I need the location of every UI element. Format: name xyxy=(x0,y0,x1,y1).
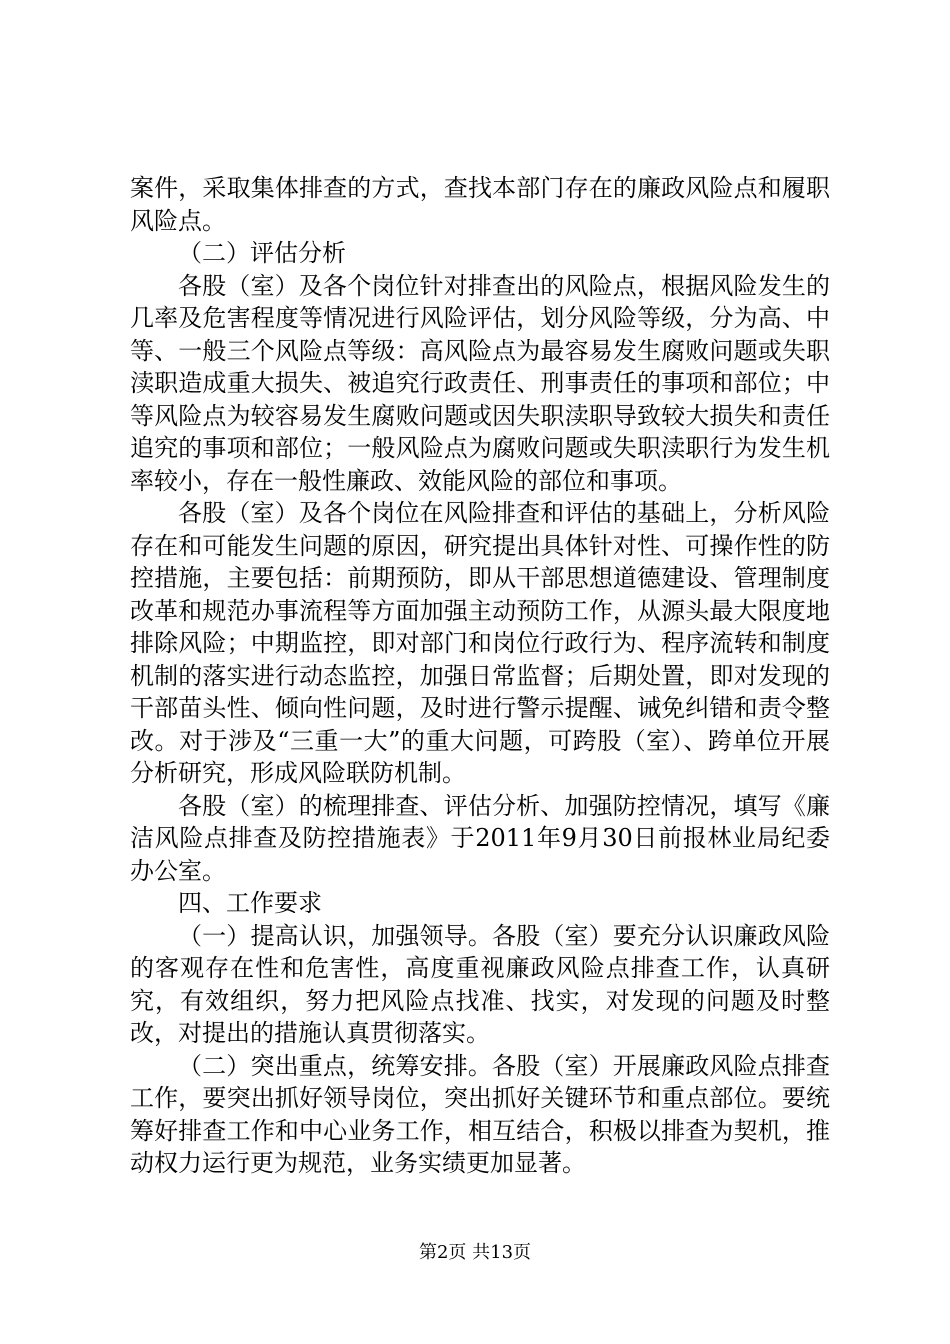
paragraph-requirement-1: （一）提高认识，加强领导。各股（室）要充分认识廉政风险的客观存在性和危害性，高度重视廉政风险点排查工作，认真研究，有效组织，努力把风险点找准、找实，对发现的问题及时整改，对提出的措施认真贯彻落实。 xyxy=(130,921,830,1047)
paragraph-reporting: 各股（室）的梳理排查、评估分析、加强防控情况，填写《廉洁风险点排查及防控措施表》于2011年9月30日前报林业局纪委办公室。 xyxy=(130,791,830,885)
paragraph-risk-control: 各股（室）及各个岗位在风险排查和评估的基础上，分析风险存在和可能发生问题的原因，研究提出具体针对性、可操作性的防控措施，主要包括：前期预防，即从干部思想道德建设、管理制度改革和规范办事流程等方面加强主动预防工作，从源头最大限度地排除风险；中期监控，即对部门和岗位行政行为、程序流转和制度机制的落实进行动态监控，加强日常监督；后期处置，即对发现的干部苗头性、倾向性问题，及时进行警示提醒、诫免纠错和责令整改。对于涉及“三重一大”的重大问题，可跨股（室）、跨单位开展分析研究，形成风险联防机制。 xyxy=(130,499,830,787)
page-number: 第2页 共13页 xyxy=(418,1242,532,1263)
paragraph-requirement-2: （二）突出重点，统筹安排。各股（室）开展廉政风险点排查工作，要突出抓好领导岗位，突出抓好关键环节和重点部位。要统筹好排查工作和中心业务工作，相互结合，积极以排查为契机，推动权力运行更为规范，业务实绩更加显著。 xyxy=(130,1051,830,1177)
section-heading-assessment: （二）评估分析 xyxy=(178,239,346,267)
page-footer xyxy=(0,1241,950,1265)
document-body xyxy=(130,172,830,1180)
paragraph-risk-assessment: 各股（室）及各个岗位针对排查出的风险点，根据风险发生的几率及危害程度等情况进行风险评估，划分风险等级，分为高、中等、一般三个风险点等级：高风险点为最容易发生腐败问题或失职渎职造成重大损失、被追究行政责任、刑事责任的事项和部位；中等风险点为较容易发生腐败问题或因失职渎职导致较大损失和责任追究的事项和部位；一般风险点为腐败问题或失职渎职行为发生机率较小，存在一般性廉政、效能风险的部位和事项。 xyxy=(130,271,830,495)
section-heading-requirements: 四、工作要求 xyxy=(178,889,322,917)
paragraph-continuation: 案件，采取集体排查的方式，查找本部门存在的廉政风险点和履职风险点。 xyxy=(130,174,830,235)
